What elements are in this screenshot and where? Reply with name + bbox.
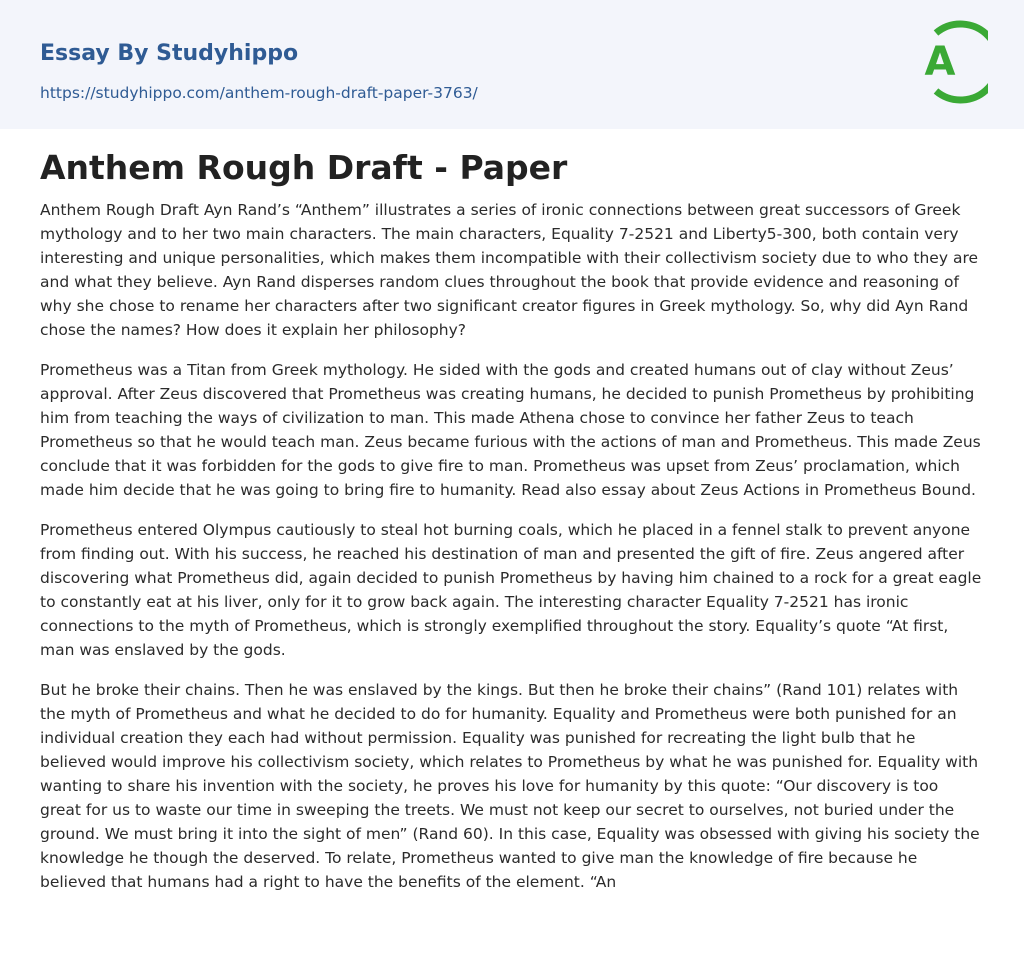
- logo-letter: A: [924, 39, 956, 85]
- article-paragraph-4: But he broke their chains. Then he was enslaved by the kings. But then he broke their chains” (Rand 101) relates with the myth of Prometheus and what he decided to do for humanity. Equality and Prometheus were both punished for an individual creation they each had without permission. Equality was punished for recreating the light bulb that he believed would improve his collectivism society, which relates to Prometheus by what he was punished for. Equality with wanting to share his invention with the society, he proves his love for humanity by this quote: “Our discovery is too great for us to waste our time in sweeping the treets. We must not keep our secret to ourselves, not buried under the ground. We must bring it into the sight of men” (Rand 60). In this case, Equality was obsessed with giving his society the knowledge he though the deserved. To relate, Prometheus wanted to give man the knowledge of fire because he believed that humans had a right to have the benefits of the element. “An: [40, 681, 980, 891]
- essay-url-link[interactable]: https://studyhippo.com/anthem-rough-draft-paper-3763/: [40, 84, 478, 102]
- page-title: Anthem Rough Draft - Paper: [40, 148, 568, 187]
- article-paragraph-2: Prometheus was a Titan from Greek mythology. He sided with the gods and created humans out of clay without Zeus’ approval. After Zeus discovered that Prometheus was creating humans, he decided to punish Prometheus by prohibiting him from teaching the ways of civilization to man. This made Athena chose to convince her father Zeus to teach Prometheus so that he would teach man. Zeus became furious with the actions of man and Prometheus. This made Zeus conclude that it was forbidden for the gods to give fire to man. Prometheus was upset from Zeus’ proclamation, which made him decide that he was going to bring fire to humanity. Read also essay about Zeus Actions in Prometheus Bound.: [40, 361, 981, 499]
- site-header: [0, 0, 1024, 129]
- article-paragraph-1: Anthem Rough Draft Ayn Rand’s “Anthem” illustrates a series of ironic connections between great successors of Greek mythology and to her two main characters. The main characters, Equality 7-2521 and Liberty5-300, both contain very interesting and unique personalities, which makes them incompatible with their collectivism society due to who they are and what they believe. Ayn Rand disperses random clues throughout the book that provide evidence and reasoning of why she chose to rename her characters after two significant creator figures in Greek mythology. So, why did Ayn Rand chose the names? How does it explain her philosophy?: [40, 201, 979, 339]
- site-brand[interactable]: Essay By Studyhippo: [40, 41, 299, 66]
- studyhippo-logo-icon[interactable]: [912, 18, 988, 106]
- article-paragraph-3: Prometheus entered Olympus cautiously to steal hot burning coals, which he placed in a fennel stalk to prevent anyone from finding out. With his success, he reached his destination of man and presented the gift of fire. Zeus angered after discovering what Prometheus did, again decided to punish Prometheus by having him chained to a rock for a great eagle to constantly eat at his liver, only for it to grow back again. The interesting character Equality 7-2521 has ironic connections to the myth of Prometheus, which is strongly exemplified throughout the story. Equality’s quote “At first, man was enslaved by the gods.: [40, 521, 982, 659]
- article-content: [40, 146, 984, 910]
